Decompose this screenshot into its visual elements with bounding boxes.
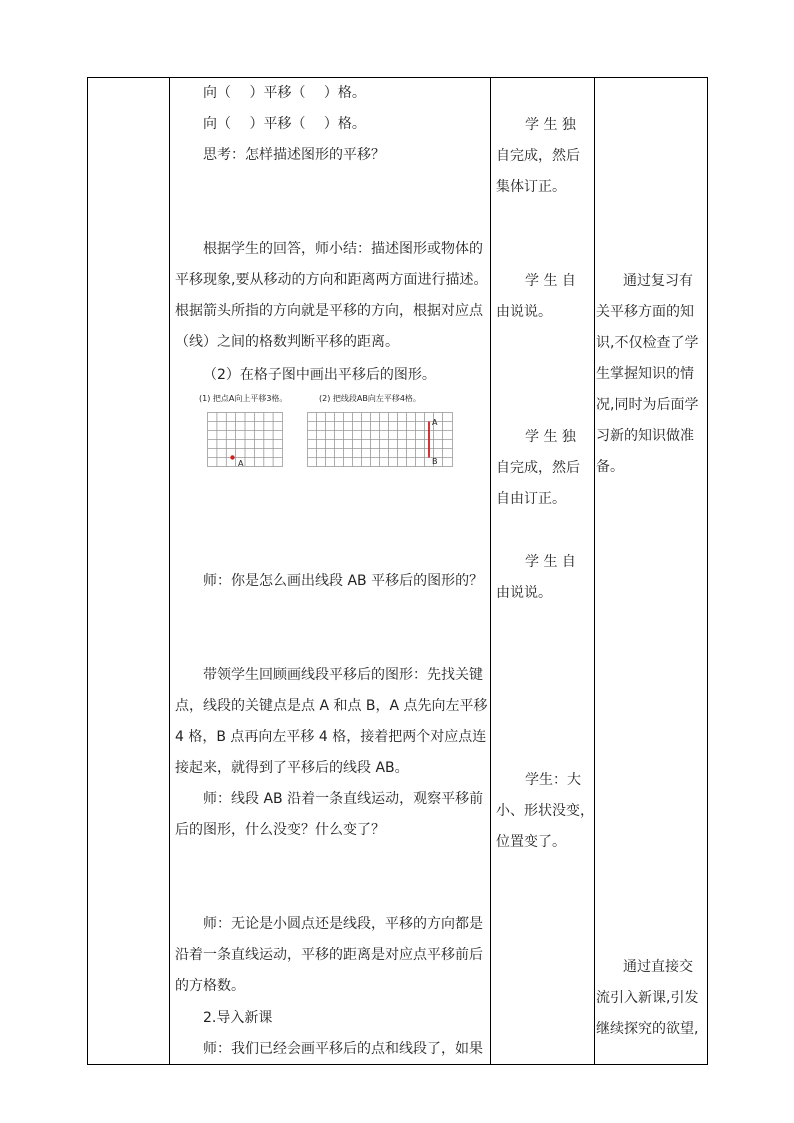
point-label: A	[432, 418, 438, 427]
intent-line: 备。	[596, 459, 624, 475]
task-heading: （2）在格子图中画出平移后的图形。	[203, 367, 436, 383]
section-heading: 2.导入新课	[203, 1010, 273, 1026]
grid-figure-1	[207, 412, 287, 470]
point-a	[230, 455, 234, 459]
student-activity-line: 集体订正。	[496, 179, 566, 195]
summary-line: 根据箭头所指的方向就是平移的方向，根据对应点	[175, 303, 483, 319]
figure-caption: (2) 把线段AB向左平移4格。	[319, 394, 421, 403]
intent-line: 习新的知识做准	[596, 428, 694, 444]
review-line: 接起来，就得到了平移后的线段 AB。	[175, 760, 409, 776]
student-activity-line: 自完成，然后	[496, 148, 580, 164]
intent-line: 生掌握知识的情	[596, 366, 694, 382]
student-activity-line: 学生：大	[525, 772, 581, 788]
column-divider	[594, 78, 595, 1064]
think-question: 思考：怎样描述图形的平移？	[203, 147, 385, 163]
intent-line: 继续探究的欲望,	[596, 1021, 699, 1037]
column-divider	[169, 78, 170, 1064]
student-activity-line: 学 生 独	[525, 429, 576, 445]
conclusion-line: 师：无论是小圆点还是线段，平移的方向都是	[203, 916, 483, 932]
summary-line: 平移现象,要从移动的方向和距离两方面进行描述。	[175, 272, 488, 288]
summary-line: 根据学生的回答，师小结：描述图形或物体的	[203, 241, 483, 257]
intent-line: 通过复习有	[623, 273, 693, 289]
intent-line: 通过直接交	[623, 959, 693, 975]
student-activity-line: 由说说。	[496, 585, 552, 601]
intro-line: 师：我们已经会画平移后的点和线段了，如果	[203, 1041, 483, 1057]
student-activity-line: 学 生 自	[525, 554, 576, 570]
student-activity-line: 学 生 自	[525, 273, 576, 289]
fill-blank-line: 向（ ）平移（ ）格。	[203, 116, 366, 132]
intent-line: 况,同时为后面学	[596, 397, 699, 413]
student-activity-line: 自完成，然后	[496, 460, 580, 476]
review-line: 带领学生回顾画线段平移后的图形：先找关键	[203, 667, 483, 683]
question-line: 后的图形，什么没变？什么变了？	[175, 822, 385, 838]
conclusion-line: 沿着一条直线运动，平移的距离是对应点平移前后	[175, 947, 483, 963]
intent-line: 流引入新课,引发	[596, 990, 699, 1006]
column-divider	[490, 78, 491, 1064]
teacher-question: 师：你是怎么画出线段 AB 平移后的图形的？	[203, 573, 484, 589]
point-label: A	[238, 459, 244, 468]
question-line: 师：线段 AB 沿着一条直线运动，观察平移前	[203, 791, 484, 807]
intent-line: 识,不仅检查了学	[596, 335, 699, 351]
student-activity-line: 由说说。	[496, 304, 552, 320]
figure-caption: (1) 把点A向上平移3格。	[199, 394, 288, 403]
student-activity-line: 位置变了。	[496, 834, 566, 850]
conclusion-line: 的方格数。	[175, 978, 245, 994]
student-activity-line: 自由订正。	[496, 491, 566, 507]
intent-line: 关平移方面的知	[596, 304, 694, 320]
review-line: 点，线段的关键点是点 A 和点 B，A 点先向左平移	[175, 698, 488, 714]
student-activity-line: 学 生 独	[525, 117, 576, 133]
point-label: B	[432, 457, 438, 466]
student-activity-line: 小、形状没变，	[496, 803, 594, 819]
review-line: 4 格，B 点再向左平移 4 格，接着把两个对应点连	[175, 729, 487, 745]
summary-line: （线）之间的格数判断平移的距离。	[175, 334, 399, 350]
fill-blank-line: 向（ ）平移（ ）格。	[203, 85, 366, 101]
